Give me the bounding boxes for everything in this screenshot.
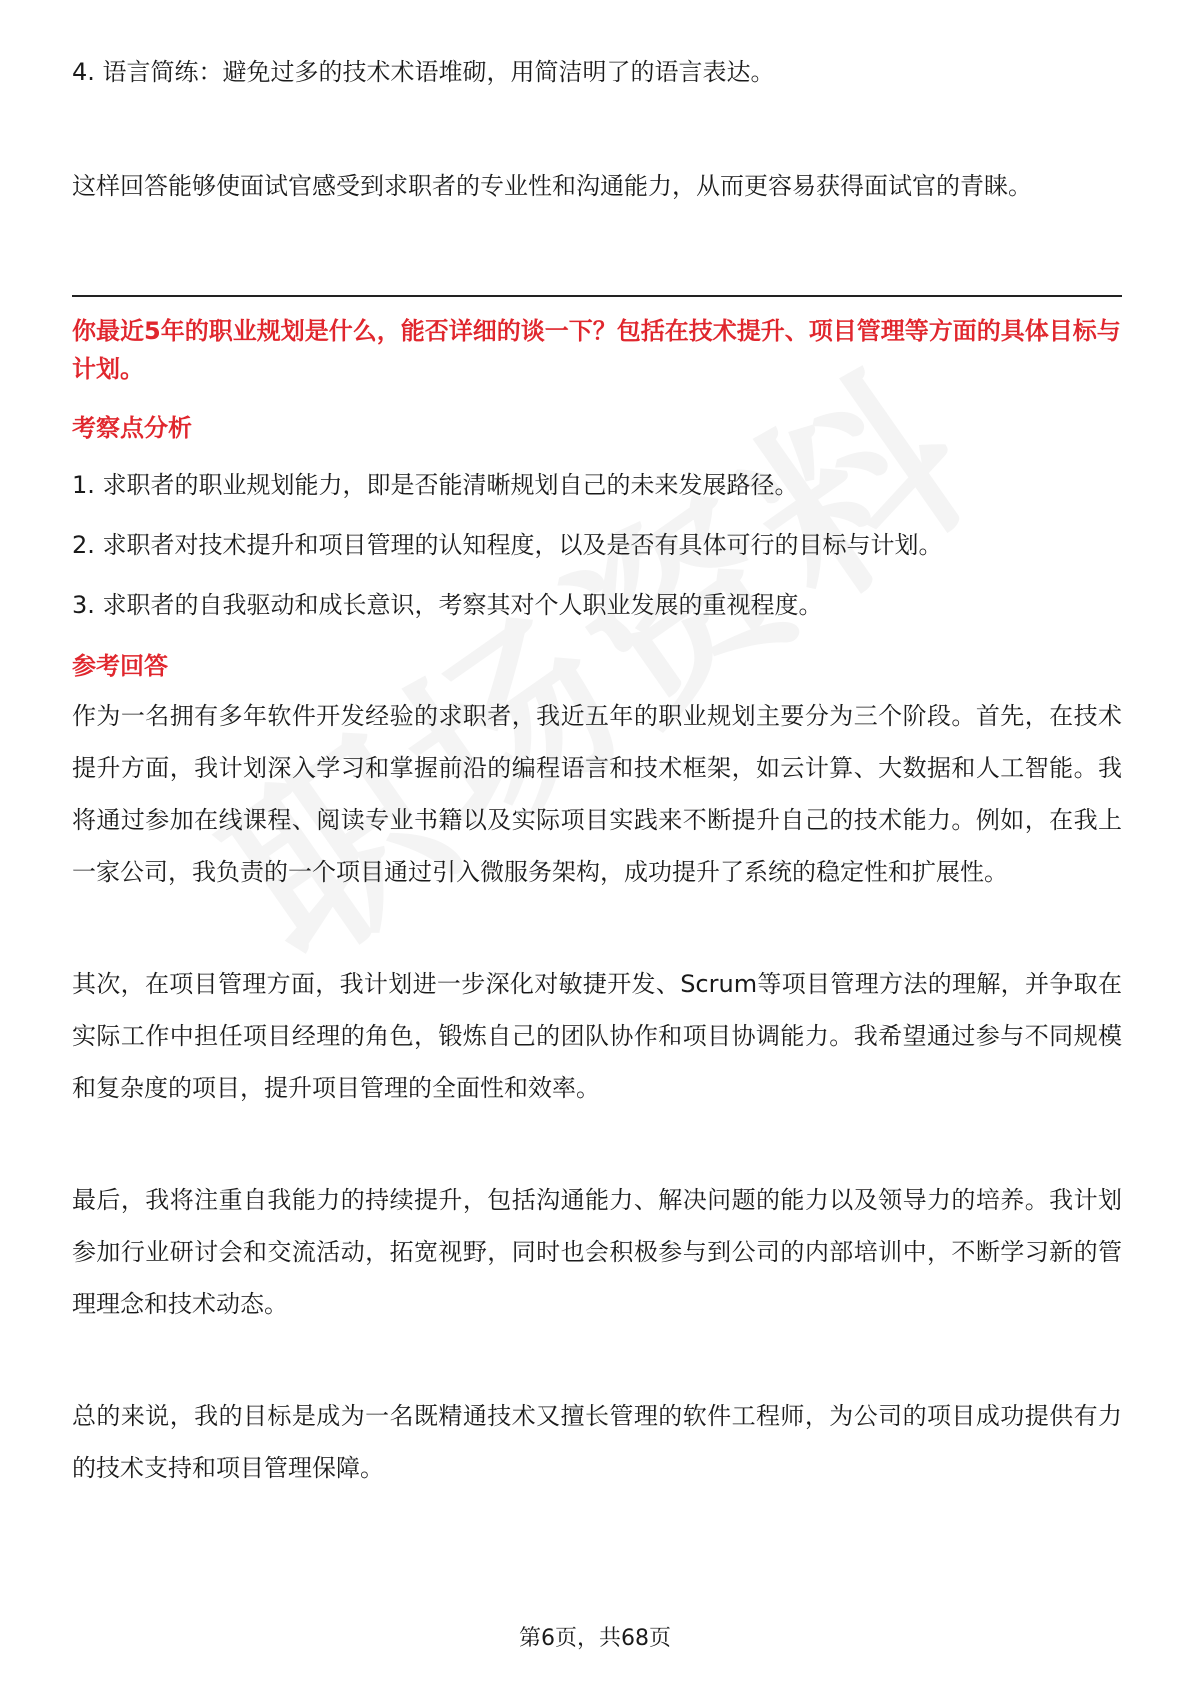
analysis-list <box>72 455 1122 635</box>
answer-heading: 参考回答 <box>72 652 168 680</box>
answer-paragraph: 作为一名拥有多年软件开发经验的求职者，我近五年的职业规划主要分为三个阶段。首先，在技术提升方面，我计划深入学习和掌握前沿的编程语言和技术框架，如云计算、大数据和人工智能。我将通过参加在线课程、阅读专业书籍以及实际项目实践来不断提升自己的技术能力。例如，在我上一家公司，我负责的一个项目通过引入微服务架构，成功提升了系统的稳定性和扩展性。 <box>72 702 1122 886</box>
answer-paragraph: 其次，在项目管理方面，我计划进一步深化对敏捷开发、Scrum等项目管理方法的理解，并争取在实际工作中担任项目经理的角色，锻炼自己的团队协作和项目协调能力。我希望通过参与不同规模和复杂度的项目，提升项目管理的全面性和效率。 <box>72 970 1122 1102</box>
answer-paragraph: 最后，我将注重自我能力的持续提升，包括沟通能力、解决问题的能力以及领导力的培养。我计划参加行业研讨会和交流活动，拓宽视野，同时也会积极参与到公司的内部培训中，不断学习新的管理理念和技术动态。 <box>72 1186 1122 1318</box>
page-number: 第6页，共68页 <box>519 1626 671 1651</box>
list-item: 1. 求职者的职业规划能力，即是否能清晰规划自己的未来发展路径。 <box>72 471 799 499</box>
question-heading: 你最近5年的职业规划是什么，能否详细的谈一下？包括在技术提升、项目管理等方面的具体目标与计划。 <box>72 317 1121 383</box>
answer-body <box>72 690 1122 1554</box>
analysis-heading: 考察点分析 <box>72 414 192 442</box>
list-item: 3. 求职者的自我驱动和成长意识，考察其对个人职业发展的重视程度。 <box>72 591 823 619</box>
answer-paragraph: 总的来说，我的目标是成为一名既精通技术又擅长管理的软件工程师，为公司的项目成功提供有力的技术支持和项目管理保障。 <box>72 1402 1122 1482</box>
list-item-4: 4. 语言简练：避免过多的技术术语堆砌，用简洁明了的语言表达。 <box>72 58 775 86</box>
summary-paragraph: 这样回答能够使面试官感受到求职者的专业性和沟通能力，从而更容易获得面试官的青睐。 <box>72 172 1032 200</box>
list-item: 2. 求职者对技术提升和项目管理的认知程度，以及是否有具体可行的目标与计划。 <box>72 531 943 559</box>
section-divider <box>72 295 1122 297</box>
